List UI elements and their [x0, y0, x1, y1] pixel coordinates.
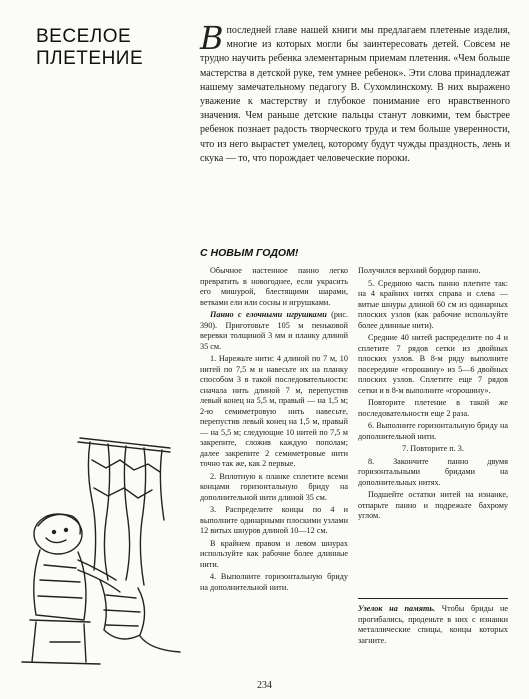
- paragraph: Средние 40 нитей распределите по 4 и сплетите 7 рядов сетки из двойных плоских узлов. В 8-м ряду выполните посередине «горошину» из 5—6 двойных плоских узлов. Сплетите еще 7 рядов сетки и в 8-м выполните «горошину».: [358, 333, 508, 395]
- step-1: 1. Нарежьте нити: 4 длиной по 7 м, 10 нитей по 7,5 м и навесьте их на планку способом 3 в такой последовательности: сначала нить длиной 7 м, перепустив левый конец на 5,5 м, правый — на 1,5 м; 2-ю семиметровую нить навесьте, перепустив левый конец на 1,5 м, правый — на 5,5 м; следующие 10 нитей по 7,5 м закрепите, сложив каждую пополам; далее закрепите 2 семиметровые нити точно так же, как 2 первые.: [200, 354, 348, 468]
- step-8: 8. Закончите панно двумя горизонтальными бридами на дополнительных нитях.: [358, 456, 508, 487]
- step-2: 2. Вплотную к планке сплетите всеми концами горизонтальную бриду на дополнительной нити длиной 35 см.: [200, 471, 348, 502]
- note-divider: [358, 598, 508, 599]
- step-4: 4. Выполните горизонтальную бриду на дополнительной нити.: [200, 572, 348, 592]
- panel-name: Панно с елочными игрушками: [210, 310, 327, 319]
- intro-text: последней главе нашей книги мы предлагаем плетеные изделия, многие из которых могли бы заинтересовать детей. Совсем не трудно научить ребенка элементарным приемам плетения. «Чем больше мастерства в детской руке, тем умнее ребенок». Эти слова принадлежат нашему замечательному педагогу В. Сухомлинскому. В них выражено уважение к мастерству и глубокое понимание его нравственного значения. Чем раньше детские пальцы станут ловкими, тем быстрее ребенок познает радость творческого труда и тем больше уверенности, что из него вырастет умелец, которому будут чужды праздность, лень и скука — то, что порождает человеческие пороки.: [200, 25, 510, 164]
- drop-cap: В: [200, 19, 224, 57]
- section-title: С НОВЫМ ГОДОМ!: [200, 247, 299, 259]
- paragraph: Подшейте остатки нитей на изнанке, отпарьте панно и подрежьте бахрому углом.: [358, 490, 508, 520]
- note-text: Чтобы бриды не прогибались, проденьте в них с изнанки металлические спицы, концы которых загните.: [358, 604, 508, 645]
- step-7: 7. Повторите п. 3.: [402, 444, 464, 453]
- step-6: 6. Выполните горизонтальную бриду на дополнительной нити.: [358, 421, 508, 441]
- paragraph: Получился верхний бордюр панно.: [358, 266, 481, 275]
- chapter-title-line-1: ВЕСЕЛОЕ: [36, 26, 132, 47]
- paragraph: [200, 310, 348, 352]
- note-lead: Узелок на память.: [358, 604, 436, 613]
- paragraph: Обычное настенное панно легко превратить в новогоднее, если украсить его мишурой, блестящими шарами, ветками ели или сосны и игрушками.: [200, 266, 348, 307]
- step-3: 3. Распределите концы по 4 и выполните одинарными плоскими узлами 12 витых шнуров длиной 10—12 см.: [200, 505, 348, 535]
- chapter-title-line-2: ПЛЕТЕНИЕ: [36, 48, 144, 69]
- weaving-child-illustration: [20, 430, 192, 670]
- paragraph: В крайнем правом и левом шнурах используйте как рабочие более длинные нити.: [200, 538, 348, 569]
- paragraph-text: (рис. 390). Приготовьте 105 м пеньковой веревки толщиной 3 мм и планку длиной 35 см.: [200, 310, 348, 351]
- paragraph: Повторите плетение в такой же последовательности еще 2 раза.: [358, 398, 508, 418]
- intro-paragraph: [200, 19, 510, 166]
- chapter-title: [36, 26, 186, 70]
- memory-note: [358, 604, 508, 646]
- text-column-right: [358, 266, 508, 524]
- page-number: 234: [257, 680, 272, 691]
- text-column-left: [200, 266, 348, 595]
- step-5: 5. Среднюю часть панно плетите так: на 4 крайних нитях справа и слева — витые шнуры длиной 60 см из одинарных плоских узлов (как рабочие используйте более длинные нити).: [358, 278, 508, 330]
